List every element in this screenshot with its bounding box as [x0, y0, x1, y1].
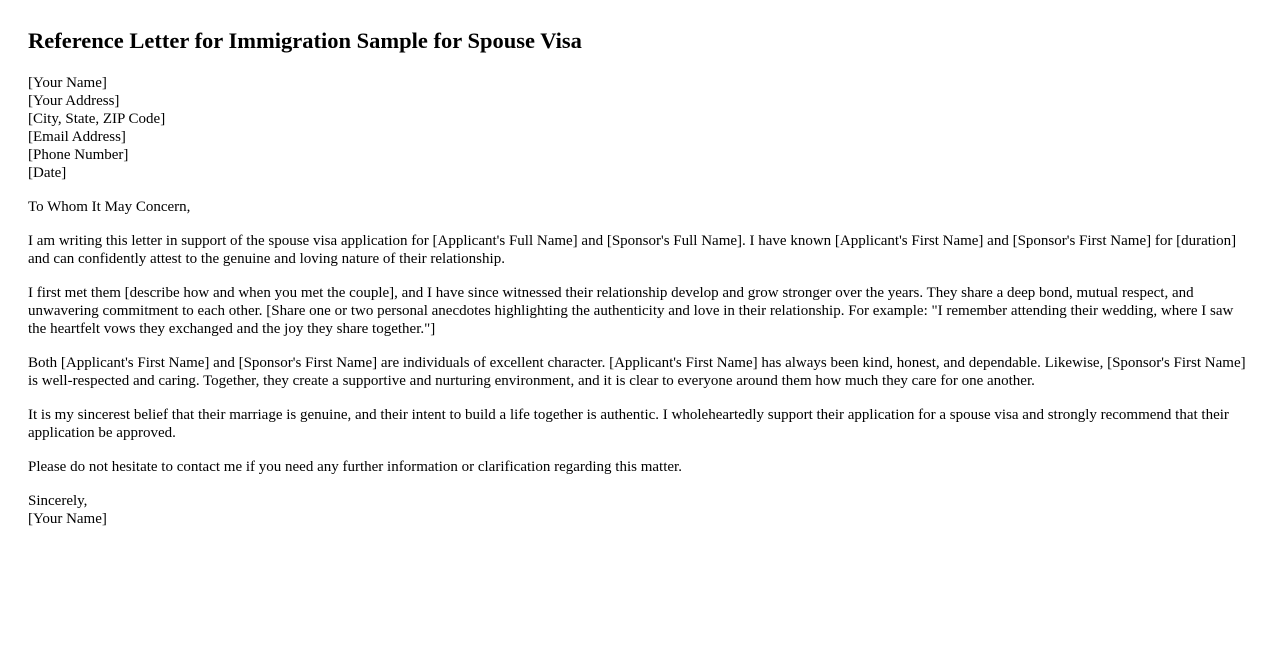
body-paragraph-relationship: I first met them [describe how and when you met the couple], and I have since witnessed their relationship develop and grow stronger over the years. They share a deep bond, mutual respect, and unwavering commitment to each other. [Share one or two personal anecdotes highlighting the authenticity and love in their relationship. For example: "I remember attending their wedding, where I saw the heartfelt vows they exchanged and the joy they share together."]: [28, 285, 1234, 337]
closing-block: [28, 492, 1250, 528]
signature-name: [Your Name]: [28, 511, 107, 527]
closing-phrase: Sincerely,: [28, 493, 88, 509]
letter-date: [Date]: [28, 165, 67, 181]
sender-phone: [Phone Number]: [28, 147, 129, 163]
sender-address-block: [28, 74, 1250, 182]
body-paragraph-intro: I am writing this letter in support of the spouse visa application for [Applicant's Full Name] and [Sponsor's Full Name]. I have known [Applicant's First Name] and [Sponsor's First Name] for [duration] and can confidently attest to the genuine and loving nature of their relationship.: [28, 233, 1237, 267]
body-paragraph-recommendation: It is my sincerest belief that their marriage is genuine, and their intent to build a life together is authentic. I wholeheartedly support their application for a spouse visa and strongly recommend that their application be approved.: [28, 407, 1229, 441]
sender-city-state-zip: [City, State, ZIP Code]: [28, 111, 166, 127]
body-paragraph-character: Both [Applicant's First Name] and [Sponsor's First Name] are individuals of excellent character. [Applicant's First Name] has always been kind, honest, and dependable. Likewise, [Sponsor's First Name] is well-respected and caring. Together, they create a supportive and nurturing environment, and it is clear to everyone around them how much they care for one another.: [28, 355, 1246, 389]
sender-email: [Email Address]: [28, 129, 126, 145]
salutation: To Whom It May Concern,: [28, 199, 191, 215]
sender-address: [Your Address]: [28, 93, 120, 109]
body-paragraph-contact: Please do not hesitate to contact me if you need any further information or clarification regarding this matter.: [28, 459, 682, 475]
page-title: Reference Letter for Immigration Sample for Spouse Visa: [28, 28, 582, 53]
sender-name: [Your Name]: [28, 75, 107, 91]
